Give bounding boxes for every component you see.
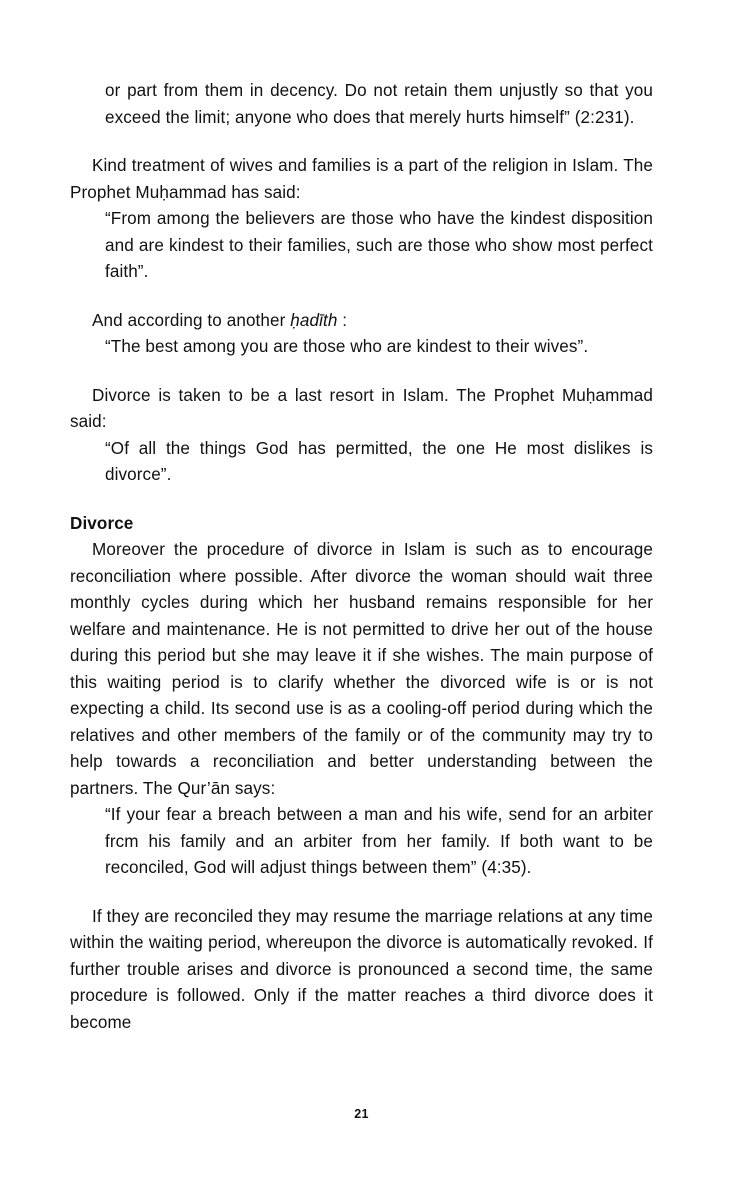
hadith-trailing-colon: : (337, 310, 348, 330)
paragraph-divorce-last-resort: Divorce is taken to be a last resort in Islam. The Prophet Muḥammad said: (70, 385, 653, 431)
quote-kindest-disposition: “From among the believers are those who have the kindest disposition and are kindest to their families, such are those who show most perfect faith”. (105, 209, 653, 281)
page-content (70, 0, 653, 1200)
paragraph-procedure-of-divorce: Moreover the procedure of divorce in Islam is such as to encourage reconciliation where possible. After divorce the woman should wait three monthly cycles during which her husband remains responsible for her welfare and maintenance. He is not permitted to drive her out of the house during this period but she may leave it if she wishes. The main purpose of this waiting period is to clarify whether the divorced wife is or is not expecting a child. Its second use is as a cooling-off period during which the relatives and other members of the family or of the community may try to help towards a reconciliation and better understanding between the partners. The Qur’ān says: (70, 540, 653, 798)
paragraph-kind-treatment: Kind treatment of wives and families is a part of the religion in Islam. The Prophet Muḥammad has said: (70, 156, 653, 202)
paragraph-if-they-are-reconciled: If they are reconciled they may resume the marriage relations at any time within the waiting period, whereupon the divorce is automatically revoked. If further trouble arises and divorce is pronounced a second time, the same procedure is followed. Only if the matter reaches a third divorce does it become (70, 906, 653, 1032)
quote-send-for-an-arbiter: “If your fear a breach between a man and his wife, send for an arbiter frcm his family and an arbiter from her family. If both want to be reconciled, God will adjust things between them” (4:35). (105, 805, 653, 877)
page-number: 21 (354, 1107, 369, 1121)
section-heading-divorce: Divorce (70, 513, 134, 533)
quote-continued-from-previous-page: or part from them in decency. Do not retain them unjustly so that you exceed the limit; anyone who does that merely hurts himself” (2:231). (105, 81, 653, 127)
hadith-italic-term: ḥadīth (290, 310, 338, 330)
quote-god-dislikes-divorce: “Of all the things God has permitted, the one He most dislikes is divorce”. (105, 438, 653, 484)
quote-best-among-you: “The best among you are those who are kindest to their wives”. (105, 337, 589, 356)
hadith-lead-text: And according to another (92, 310, 291, 330)
paragraph-another-hadith (70, 308, 653, 335)
